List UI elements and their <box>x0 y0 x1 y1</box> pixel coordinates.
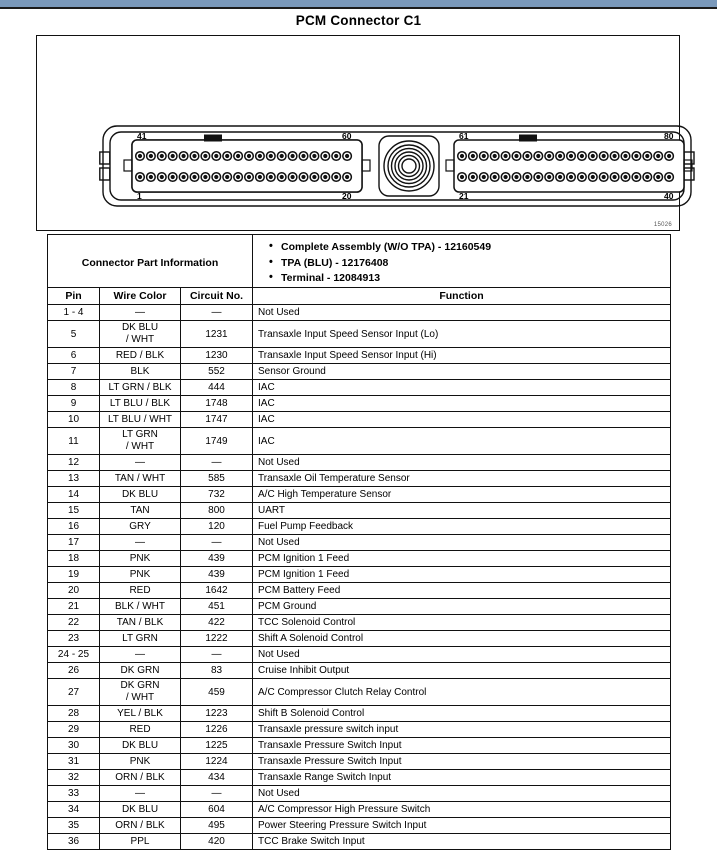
cell-function: Not Used <box>253 647 671 663</box>
table-row <box>48 503 671 519</box>
cell-circuit-no: 585 <box>181 471 253 487</box>
cell-function: TCC Solenoid Control <box>253 615 671 631</box>
cell-circuit-no: 420 <box>181 834 253 850</box>
cell-circuit-no: 552 <box>181 364 253 380</box>
cell-wire-color: DK GRN <box>100 663 181 679</box>
table-row <box>48 487 671 503</box>
connector-part-information-block <box>47 234 671 292</box>
cell-circuit-no: 1222 <box>181 631 253 647</box>
cell-wire-color: BLK <box>100 364 181 380</box>
cell-function: PCM Ignition 1 Feed <box>253 551 671 567</box>
pin-label-right-bottom-end: 40 <box>664 191 674 201</box>
cell-circuit-no: 1226 <box>181 722 253 738</box>
cell-wire-color: — <box>100 786 181 802</box>
cell-circuit-no: 800 <box>181 503 253 519</box>
column-header-circuit-no: Circuit No. <box>181 288 253 305</box>
table-row <box>48 380 671 396</box>
cell-circuit-no: 732 <box>181 487 253 503</box>
cell-function: PCM Ground <box>253 599 671 615</box>
cell-pin: 32 <box>48 770 100 786</box>
pin-label-left-bottom-end: 20 <box>342 191 352 201</box>
cell-wire-color: LT BLU / BLK <box>100 396 181 412</box>
cell-circuit-no: 1231 <box>181 321 253 348</box>
cell-circuit-no: 451 <box>181 599 253 615</box>
part-information-item: • TPA (BLU) - 12176408 <box>269 256 670 272</box>
cell-wire-color: PNK <box>100 551 181 567</box>
pin-label-right-top-start: 61 <box>459 131 469 141</box>
cell-circuit-no: 1749 <box>181 428 253 455</box>
cell-circuit-no: 444 <box>181 380 253 396</box>
cell-wire-color: LT GRN <box>100 631 181 647</box>
cell-function: Transaxle Pressure Switch Input <box>253 754 671 770</box>
cell-pin: 35 <box>48 818 100 834</box>
pin-label-left-bottom-start: 1 <box>137 191 142 201</box>
page-title: PCM Connector C1 <box>295 13 422 28</box>
cell-wire-color: DK BLU <box>100 802 181 818</box>
cell-pin: 24 - 25 <box>48 647 100 663</box>
cell-circuit-no: — <box>181 647 253 663</box>
pinout-table <box>47 287 671 850</box>
cell-function: Shift B Solenoid Control <box>253 706 671 722</box>
cell-circuit-no: 434 <box>181 770 253 786</box>
figure-reference-number: 15026 <box>653 222 672 228</box>
table-row <box>48 348 671 364</box>
table-row <box>48 631 671 647</box>
cell-function: TCC Brake Switch Input <box>253 834 671 850</box>
table-row <box>48 722 671 738</box>
connector-illustration-panel <box>36 35 680 231</box>
cell-pin: 10 <box>48 412 100 428</box>
cell-function: Transaxle pressure switch input <box>253 722 671 738</box>
part-information-label: Connector Part Information <box>48 235 253 292</box>
table-row <box>48 364 671 380</box>
cell-pin: 29 <box>48 722 100 738</box>
cell-wire-color: ORN / BLK <box>100 818 181 834</box>
cell-pin: 28 <box>48 706 100 722</box>
cell-wire-color: DK BLU / WHT <box>100 321 181 348</box>
cell-pin: 11 <box>48 428 100 455</box>
table-row <box>48 519 671 535</box>
table-row <box>48 706 671 722</box>
cell-pin: 5 <box>48 321 100 348</box>
table-row <box>48 567 671 583</box>
cell-function: Transaxle Oil Temperature Sensor <box>253 471 671 487</box>
part-information-list <box>253 235 670 292</box>
table-row <box>48 305 671 321</box>
cell-circuit-no: 495 <box>181 818 253 834</box>
cell-function: Not Used <box>253 786 671 802</box>
cell-function: Not Used <box>253 305 671 321</box>
cell-function: Transaxle Pressure Switch Input <box>253 738 671 754</box>
cell-wire-color: LT BLU / WHT <box>100 412 181 428</box>
cell-pin: 27 <box>48 679 100 706</box>
cell-circuit-no: 1748 <box>181 396 253 412</box>
cell-circuit-no: — <box>181 786 253 802</box>
cell-function: Cruise Inhibit Output <box>253 663 671 679</box>
cell-wire-color: TAN / BLK <box>100 615 181 631</box>
cell-function: IAC <box>253 428 671 455</box>
cell-circuit-no: 1223 <box>181 706 253 722</box>
pin-label-right-top-end: 80 <box>664 131 674 141</box>
table-row <box>48 412 671 428</box>
top-banner-rule <box>0 7 717 9</box>
table-header-row <box>48 288 671 305</box>
cell-pin: 9 <box>48 396 100 412</box>
cell-wire-color: LT GRN / BLK <box>100 380 181 396</box>
pin-label-left-top-end: 60 <box>342 131 352 141</box>
cell-wire-color: DK BLU <box>100 738 181 754</box>
pcm-connector-drawing <box>99 122 695 210</box>
cell-function: A/C Compressor Clutch Relay Control <box>253 679 671 706</box>
cell-function: Transaxle Input Speed Sensor Input (Lo) <box>253 321 671 348</box>
cell-wire-color: ORN / BLK <box>100 770 181 786</box>
cell-wire-color: RED / BLK <box>100 348 181 364</box>
cell-wire-color: — <box>100 455 181 471</box>
cell-function: IAC <box>253 412 671 428</box>
pin-label-right-bottom-start: 21 <box>459 191 469 201</box>
table-row <box>48 471 671 487</box>
cell-pin: 8 <box>48 380 100 396</box>
table-row <box>48 786 671 802</box>
cell-pin: 17 <box>48 535 100 551</box>
cell-pin: 20 <box>48 583 100 599</box>
cell-circuit-no: 120 <box>181 519 253 535</box>
cell-pin: 31 <box>48 754 100 770</box>
cell-function: Fuel Pump Feedback <box>253 519 671 535</box>
column-header-pin: Pin <box>48 288 100 305</box>
cell-wire-color: YEL / BLK <box>100 706 181 722</box>
table-row <box>48 663 671 679</box>
cell-wire-color: PNK <box>100 754 181 770</box>
cell-circuit-no: 1224 <box>181 754 253 770</box>
cell-circuit-no: 1747 <box>181 412 253 428</box>
pin-label-left-top-start: 41 <box>137 131 147 141</box>
cell-wire-color: PNK <box>100 567 181 583</box>
cell-wire-color: LT GRN / WHT <box>100 428 181 455</box>
cell-function: Transaxle Input Speed Sensor Input (Hi) <box>253 348 671 364</box>
cell-wire-color: BLK / WHT <box>100 599 181 615</box>
cell-wire-color: TAN / WHT <box>100 471 181 487</box>
cell-circuit-no: — <box>181 455 253 471</box>
cell-pin: 19 <box>48 567 100 583</box>
cell-pin: 21 <box>48 599 100 615</box>
cell-pin: 6 <box>48 348 100 364</box>
table-row <box>48 321 671 348</box>
table-row <box>48 770 671 786</box>
table-row <box>48 551 671 567</box>
cell-circuit-no: 439 <box>181 567 253 583</box>
table-row <box>48 615 671 631</box>
table-row <box>48 455 671 471</box>
cell-circuit-no: — <box>181 305 253 321</box>
cell-circuit-no: 1642 <box>181 583 253 599</box>
table-row <box>48 679 671 706</box>
cell-wire-color: DK BLU <box>100 487 181 503</box>
table-row <box>48 834 671 850</box>
cell-pin: 7 <box>48 364 100 380</box>
cell-function: PCM Ignition 1 Feed <box>253 567 671 583</box>
top-banner-bar <box>0 0 717 7</box>
cell-pin: 13 <box>48 471 100 487</box>
cell-circuit-no: 1230 <box>181 348 253 364</box>
cell-pin: 30 <box>48 738 100 754</box>
part-information-item: • Complete Assembly (W/O TPA) - 12160549 <box>269 240 670 256</box>
cell-circuit-no: 83 <box>181 663 253 679</box>
table-row <box>48 396 671 412</box>
cell-pin: 26 <box>48 663 100 679</box>
cell-function: A/C High Temperature Sensor <box>253 487 671 503</box>
cell-pin: 33 <box>48 786 100 802</box>
cell-circuit-no: 459 <box>181 679 253 706</box>
column-header-function: Function <box>253 288 671 305</box>
cell-pin: 22 <box>48 615 100 631</box>
cell-pin: 14 <box>48 487 100 503</box>
cell-circuit-no: — <box>181 535 253 551</box>
table-row <box>48 599 671 615</box>
cell-function: Power Steering Pressure Switch Input <box>253 818 671 834</box>
table-row <box>48 754 671 770</box>
cell-pin: 18 <box>48 551 100 567</box>
cell-circuit-no: 439 <box>181 551 253 567</box>
cell-wire-color: — <box>100 647 181 663</box>
cell-function: UART <box>253 503 671 519</box>
cell-circuit-no: 604 <box>181 802 253 818</box>
cell-function: Transaxle Range Switch Input <box>253 770 671 786</box>
cell-function: Shift A Solenoid Control <box>253 631 671 647</box>
cell-pin: 36 <box>48 834 100 850</box>
table-row <box>48 647 671 663</box>
cell-circuit-no: 1225 <box>181 738 253 754</box>
pinout-table-body <box>48 305 671 850</box>
table-row <box>48 535 671 551</box>
part-information-item: • Terminal - 12084913 <box>269 271 670 287</box>
column-header-wire-color: Wire Color <box>100 288 181 305</box>
cell-function: PCM Battery Feed <box>253 583 671 599</box>
cell-function: Not Used <box>253 455 671 471</box>
table-row <box>48 802 671 818</box>
cell-function: A/C Compressor High Pressure Switch <box>253 802 671 818</box>
cell-function: IAC <box>253 396 671 412</box>
table-row <box>48 583 671 599</box>
connector-svg <box>99 122 695 210</box>
cell-function: Sensor Ground <box>253 364 671 380</box>
cell-pin: 23 <box>48 631 100 647</box>
cell-wire-color: GRY <box>100 519 181 535</box>
table-row <box>48 428 671 455</box>
cell-pin: 15 <box>48 503 100 519</box>
table-row <box>48 818 671 834</box>
cell-circuit-no: 422 <box>181 615 253 631</box>
cell-wire-color: — <box>100 535 181 551</box>
cell-wire-color: DK GRN / WHT <box>100 679 181 706</box>
cell-pin: 34 <box>48 802 100 818</box>
cell-wire-color: — <box>100 305 181 321</box>
cell-pin: 12 <box>48 455 100 471</box>
cell-wire-color: RED <box>100 583 181 599</box>
cell-pin: 16 <box>48 519 100 535</box>
cell-wire-color: PPL <box>100 834 181 850</box>
cell-wire-color: TAN <box>100 503 181 519</box>
cell-pin: 1 - 4 <box>48 305 100 321</box>
cell-wire-color: RED <box>100 722 181 738</box>
table-row <box>48 738 671 754</box>
cell-function: IAC <box>253 380 671 396</box>
cell-function: Not Used <box>253 535 671 551</box>
